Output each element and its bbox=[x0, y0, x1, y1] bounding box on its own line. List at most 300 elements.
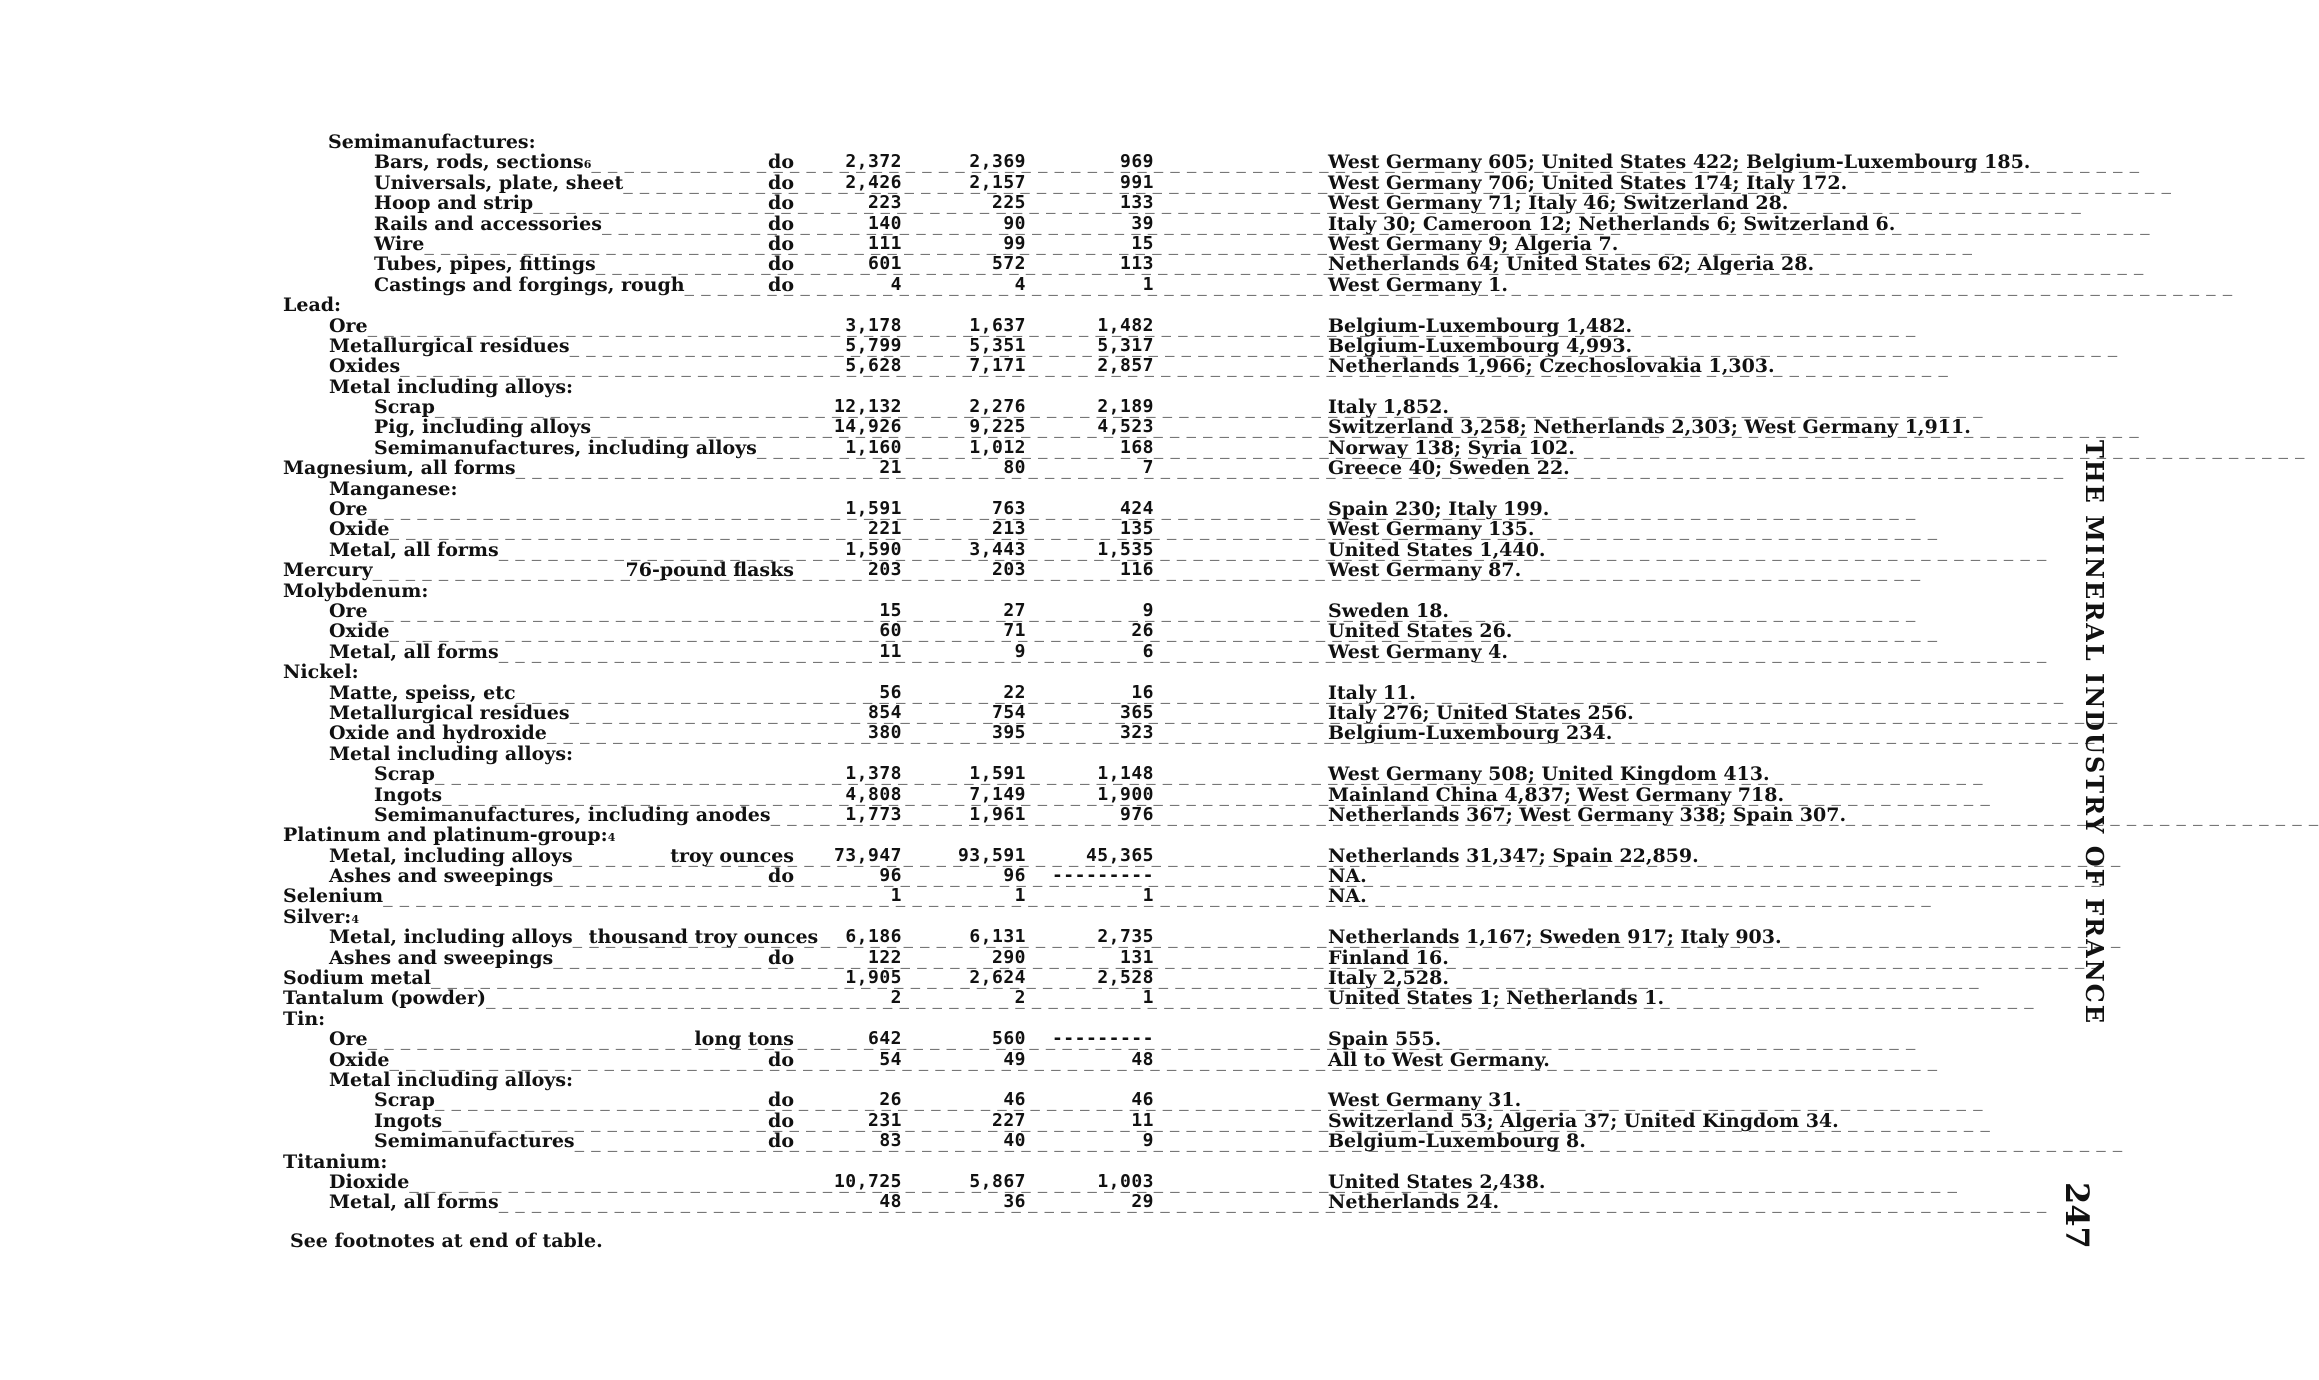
commodity-name: Bars, rods, sections bbox=[374, 151, 584, 174]
table-row bbox=[0, 683, 2050, 703]
value-col-1: 1,160 bbox=[845, 436, 902, 458]
dot-leader bbox=[553, 948, 766, 968]
table-row bbox=[0, 173, 2050, 193]
row-label bbox=[374, 785, 794, 805]
dot-leader bbox=[570, 336, 794, 356]
row-label bbox=[329, 683, 794, 703]
table-row bbox=[0, 642, 2050, 662]
principal-destinations: United States 2,438. bbox=[1328, 1170, 1546, 1193]
table-row bbox=[0, 316, 2050, 336]
value-col-3: 1 bbox=[1142, 987, 1154, 1009]
commodity-name: Tin: bbox=[283, 1007, 326, 1030]
value-col-1: 15 bbox=[879, 599, 902, 621]
table-row bbox=[0, 560, 2050, 580]
table-row bbox=[0, 764, 2050, 784]
dot-leader bbox=[435, 1090, 766, 1110]
value-col-1: 73,947 bbox=[833, 844, 902, 866]
row-label bbox=[374, 214, 794, 234]
table-row bbox=[0, 1070, 2050, 1090]
value-col-2: 2,157 bbox=[969, 171, 1026, 193]
table-row bbox=[0, 805, 2050, 825]
value-col-3: 131 bbox=[1119, 946, 1154, 968]
value-col-3: 26 bbox=[1131, 620, 1154, 642]
table-row bbox=[0, 479, 2050, 499]
value-col-3: 46 bbox=[1131, 1089, 1154, 1111]
table-row bbox=[0, 519, 2050, 539]
commodity-name: Castings and forgings, rough bbox=[374, 273, 685, 296]
unit-label: do bbox=[768, 1130, 794, 1153]
page-number: 247 bbox=[2058, 1182, 2096, 1249]
principal-destinations: NA. bbox=[1328, 865, 1367, 888]
principal-destinations: West Germany 4. bbox=[1328, 640, 1509, 663]
value-col-2: 2,276 bbox=[969, 396, 1026, 418]
row-label bbox=[329, 519, 794, 539]
value-col-3: 6 bbox=[1142, 640, 1154, 662]
row-label bbox=[329, 316, 794, 336]
value-col-2: 1 bbox=[1014, 885, 1026, 907]
value-col-3: 1 bbox=[1142, 885, 1154, 907]
value-col-1: 380 bbox=[867, 722, 902, 744]
commodity-name: Semimanufactures, including alloys bbox=[374, 436, 757, 459]
commodity-name: Selenium bbox=[283, 885, 384, 908]
value-col-1: 4,808 bbox=[845, 783, 902, 805]
value-col-2: 93,591 bbox=[957, 844, 1026, 866]
value-col-3: 9 bbox=[1142, 599, 1154, 621]
value-col-1: 2,372 bbox=[845, 151, 902, 173]
commodity-name: Ingots bbox=[374, 783, 443, 806]
value-col-2: 27 bbox=[1003, 599, 1026, 621]
commodity-name: Semimanufactures bbox=[374, 1130, 575, 1153]
value-col-2: 1,961 bbox=[969, 803, 1026, 825]
dot-leader bbox=[389, 1050, 766, 1070]
value-col-3: 1,003 bbox=[1097, 1170, 1154, 1192]
table-row bbox=[0, 1111, 2050, 1131]
commodity-name: Metal including alloys: bbox=[329, 742, 574, 765]
value-col-2: 225 bbox=[991, 192, 1026, 214]
principal-destinations: Netherlands 367; West Germany 338; Spain 307. bbox=[1328, 803, 1847, 826]
principal-destinations: Italy 30; Cameroon 12; Netherlands 6; Switzerland 6. bbox=[1328, 212, 1896, 235]
row-label bbox=[374, 234, 794, 254]
value-col-3: 45,365 bbox=[1085, 844, 1154, 866]
commodity-name: Titanium: bbox=[283, 1150, 388, 1173]
dot-leader bbox=[596, 254, 766, 274]
principal-destinations: West Germany 1. bbox=[1328, 273, 1509, 296]
row-label bbox=[374, 173, 794, 193]
value-col-2: 90 bbox=[1003, 212, 1026, 234]
table-row bbox=[0, 927, 2050, 947]
commodity-name: Universals, plate, sheet bbox=[374, 171, 624, 194]
row-label bbox=[329, 621, 794, 641]
row-label bbox=[283, 968, 794, 988]
table-row bbox=[0, 356, 2050, 376]
commodity-name: Ashes and sweepings bbox=[329, 865, 554, 888]
commodity-name: Metallurgical residues bbox=[329, 701, 570, 724]
row-label bbox=[283, 988, 794, 1008]
commodity-name: Metal, all forms bbox=[329, 640, 499, 663]
table-row bbox=[0, 275, 2050, 295]
value-col-2: 99 bbox=[1003, 232, 1026, 254]
footnote-marker: 4 bbox=[607, 831, 616, 845]
table-row bbox=[0, 621, 2050, 641]
commodity-name: Oxide bbox=[329, 1048, 390, 1071]
row-label bbox=[283, 458, 794, 478]
value-col-2: 395 bbox=[991, 722, 1026, 744]
row-label bbox=[329, 377, 573, 397]
commodity-name: Ore bbox=[329, 1028, 368, 1051]
dot-leader bbox=[431, 968, 794, 988]
table-row bbox=[0, 723, 2050, 743]
row-label bbox=[329, 1172, 794, 1192]
unit-label: thousand troy ounces bbox=[588, 926, 819, 949]
unit-label: 76-pound flasks bbox=[625, 559, 794, 582]
principal-destinations: West Germany 605; United States 422; Belgium-Luxembourg 185. bbox=[1328, 151, 2031, 174]
table-row bbox=[0, 846, 2050, 866]
value-col-2: 96 bbox=[1003, 865, 1026, 887]
row-label bbox=[374, 397, 794, 417]
row-label bbox=[329, 744, 573, 764]
row-label bbox=[329, 1029, 794, 1049]
unit-label: do bbox=[768, 1109, 794, 1132]
dot-leader bbox=[368, 1029, 693, 1049]
commodity-name: Metal including alloys: bbox=[329, 1068, 574, 1091]
dot-leader bbox=[602, 214, 766, 234]
value-col-1: 11 bbox=[879, 640, 902, 662]
dot-leader bbox=[383, 886, 794, 906]
row-label bbox=[283, 1009, 325, 1029]
row-label bbox=[329, 1050, 794, 1070]
commodity-name: Pig, including alloys bbox=[374, 416, 592, 439]
commodity-name: Platinum and platinum-group: bbox=[283, 824, 608, 847]
value-col-2: 2,624 bbox=[969, 967, 1026, 989]
table-row bbox=[0, 336, 2050, 356]
commodity-name: Magnesium, all forms bbox=[283, 457, 516, 480]
principal-destinations: West Germany 508; United Kingdom 413. bbox=[1328, 763, 1770, 786]
value-col-3: 133 bbox=[1119, 192, 1154, 214]
value-col-1: 203 bbox=[867, 559, 902, 581]
table-row bbox=[0, 1090, 2050, 1110]
dot-leader bbox=[442, 1111, 766, 1131]
row-label bbox=[329, 356, 794, 376]
principal-destinations: NA. bbox=[1328, 885, 1367, 908]
unit-label: do bbox=[768, 171, 794, 194]
footnote-marker: 4 bbox=[351, 912, 359, 926]
table-row bbox=[0, 988, 2050, 1008]
dot-leader bbox=[368, 316, 794, 336]
table-row bbox=[0, 377, 2050, 397]
commodity-table bbox=[0, 132, 2050, 1213]
value-col-2: 40 bbox=[1003, 1130, 1026, 1152]
commodity-name: Lead: bbox=[283, 294, 342, 317]
table-row bbox=[0, 152, 2050, 172]
value-col-1: 1,378 bbox=[845, 763, 902, 785]
value-col-1: 231 bbox=[867, 1109, 902, 1131]
value-col-1: 111 bbox=[867, 232, 902, 254]
dot-leader bbox=[591, 152, 766, 172]
table-row bbox=[0, 540, 2050, 560]
table-row bbox=[0, 132, 2050, 152]
row-label bbox=[283, 581, 428, 601]
value-col-3: 39 bbox=[1131, 212, 1154, 234]
row-label bbox=[329, 499, 794, 519]
value-col-2: 2,369 bbox=[969, 151, 1026, 173]
value-col-3: 323 bbox=[1119, 722, 1154, 744]
table-row bbox=[0, 785, 2050, 805]
dot-leader bbox=[575, 1131, 766, 1151]
table-row bbox=[0, 744, 2050, 764]
commodity-name: Sodium metal bbox=[283, 967, 431, 990]
principal-destinations: Switzerland 3,258; Netherlands 2,303; West Germany 1,911. bbox=[1328, 416, 1971, 439]
table-row bbox=[0, 1029, 2050, 1049]
row-label bbox=[329, 1192, 794, 1212]
value-col-1: 96 bbox=[879, 865, 902, 887]
value-col-3: 168 bbox=[1119, 436, 1154, 458]
value-col-3: --------- bbox=[1051, 865, 1154, 887]
principal-destinations: West Germany 135. bbox=[1328, 518, 1535, 541]
value-col-3: 1 bbox=[1142, 273, 1154, 295]
dot-leader bbox=[486, 988, 794, 1008]
value-col-1: 1,590 bbox=[845, 538, 902, 560]
table-row bbox=[0, 458, 2050, 478]
value-col-2: 46 bbox=[1003, 1089, 1026, 1111]
row-label bbox=[374, 275, 794, 295]
row-label bbox=[374, 438, 794, 458]
principal-destinations: Italy 11. bbox=[1328, 681, 1416, 704]
value-col-3: 29 bbox=[1131, 1191, 1154, 1213]
unit-label: do bbox=[768, 1089, 794, 1112]
table-row bbox=[0, 417, 2050, 437]
dot-leader bbox=[368, 499, 794, 519]
unit-label: do bbox=[768, 946, 794, 969]
value-col-3: 113 bbox=[1119, 253, 1154, 275]
value-col-2: 36 bbox=[1003, 1191, 1026, 1213]
dot-leader bbox=[499, 540, 794, 560]
dot-leader bbox=[389, 621, 794, 641]
value-col-3: 365 bbox=[1119, 701, 1154, 723]
value-col-2: 1,012 bbox=[969, 436, 1026, 458]
principal-destinations: West Germany 71; Italy 46; Switzerland 28. bbox=[1328, 192, 1789, 215]
dot-leader bbox=[591, 417, 794, 437]
value-col-3: 1,482 bbox=[1097, 314, 1154, 336]
principal-destinations: Netherlands 31,347; Spain 22,859. bbox=[1328, 844, 1699, 867]
value-col-3: 1,148 bbox=[1097, 763, 1154, 785]
row-label bbox=[374, 805, 794, 825]
unit-label: do bbox=[768, 865, 794, 888]
table-row bbox=[0, 1172, 2050, 1192]
dot-leader bbox=[389, 519, 794, 539]
value-col-1: 21 bbox=[879, 457, 902, 479]
value-col-3: 135 bbox=[1119, 518, 1154, 540]
principal-destinations: Greece 40; Sweden 22. bbox=[1328, 457, 1570, 480]
commodity-name: Tantalum (powder) bbox=[283, 987, 486, 1010]
value-col-1: 5,628 bbox=[845, 355, 902, 377]
dot-leader bbox=[573, 927, 587, 947]
value-col-2: 1,637 bbox=[969, 314, 1026, 336]
value-col-2: 9,225 bbox=[969, 416, 1026, 438]
value-col-2: 7,149 bbox=[969, 783, 1026, 805]
dot-leader bbox=[547, 723, 794, 743]
value-col-2: 49 bbox=[1003, 1048, 1026, 1070]
value-col-3: 1,900 bbox=[1097, 783, 1154, 805]
value-col-3: 5,317 bbox=[1097, 334, 1154, 356]
commodity-name: Scrap bbox=[374, 396, 435, 419]
row-label bbox=[329, 723, 794, 743]
value-col-1: 1,591 bbox=[845, 498, 902, 520]
value-col-2: 3,443 bbox=[969, 538, 1026, 560]
value-col-2: 572 bbox=[991, 253, 1026, 275]
commodity-name: Metal, including alloys bbox=[329, 844, 573, 867]
principal-destinations: West Germany 706; United States 174; Italy 172. bbox=[1328, 171, 1848, 194]
dot-leader bbox=[757, 438, 794, 458]
dot-leader bbox=[435, 397, 794, 417]
value-col-2: 80 bbox=[1003, 457, 1026, 479]
value-col-1: 56 bbox=[879, 681, 902, 703]
table-row bbox=[0, 907, 2050, 927]
value-col-3: 976 bbox=[1119, 803, 1154, 825]
principal-destinations: United States 1; Netherlands 1. bbox=[1328, 987, 1665, 1010]
principal-destinations: West Germany 9; Algeria 7. bbox=[1328, 232, 1619, 255]
unit-label: troy ounces bbox=[670, 844, 794, 867]
value-col-2: 754 bbox=[991, 701, 1026, 723]
value-col-3: 7 bbox=[1142, 457, 1154, 479]
value-col-3: 1,535 bbox=[1097, 538, 1154, 560]
unit-label: long tons bbox=[694, 1028, 794, 1051]
value-col-3: 11 bbox=[1131, 1109, 1154, 1131]
principal-destinations: Switzerland 53; Algeria 37; United Kingdom 34. bbox=[1328, 1109, 1839, 1132]
row-label bbox=[329, 1070, 573, 1090]
value-col-1: 601 bbox=[867, 253, 902, 275]
row-label bbox=[328, 132, 536, 152]
commodity-name: Metallurgical residues bbox=[329, 334, 570, 357]
row-label bbox=[329, 926, 819, 949]
dot-leader bbox=[533, 193, 766, 213]
unit-label: do bbox=[768, 232, 794, 255]
unit-label: do bbox=[768, 253, 794, 276]
row-label bbox=[329, 703, 794, 723]
commodity-name: Rails and accessories bbox=[374, 212, 602, 235]
commodity-name: Ore bbox=[329, 599, 368, 622]
dot-leader bbox=[409, 1172, 794, 1192]
dot-leader bbox=[499, 1192, 794, 1212]
row-label bbox=[329, 540, 794, 560]
commodity-name: Mercury bbox=[283, 559, 373, 582]
commodity-name: Metal including alloys: bbox=[329, 375, 574, 398]
value-col-2: 1,591 bbox=[969, 763, 1026, 785]
value-col-1: 223 bbox=[867, 192, 902, 214]
table-row bbox=[0, 214, 2050, 234]
dot-leader bbox=[623, 173, 766, 193]
table-row bbox=[0, 1152, 2050, 1172]
commodity-name: Ore bbox=[329, 498, 368, 521]
principal-destinations: Norway 138; Syria 102. bbox=[1328, 436, 1575, 459]
value-col-1: 12,132 bbox=[833, 396, 902, 418]
row-label bbox=[329, 479, 457, 499]
value-col-1: 642 bbox=[867, 1028, 902, 1050]
value-col-1: 10,725 bbox=[833, 1170, 902, 1192]
row-label bbox=[283, 560, 794, 580]
table-row bbox=[0, 948, 2050, 968]
principal-destinations: United States 26. bbox=[1328, 620, 1513, 643]
value-col-1: 6,186 bbox=[845, 926, 902, 948]
value-col-1: 5,799 bbox=[845, 334, 902, 356]
row-label bbox=[374, 1111, 794, 1131]
row-label bbox=[374, 417, 794, 437]
commodity-name: Ore bbox=[329, 314, 368, 337]
value-col-3: 15 bbox=[1131, 232, 1154, 254]
principal-destinations: Spain 230; Italy 199. bbox=[1328, 498, 1550, 521]
table-row bbox=[0, 397, 2050, 417]
value-col-1: 54 bbox=[879, 1048, 902, 1070]
principal-destinations: Netherlands 1,167; Sweden 917; Italy 903. bbox=[1328, 926, 1782, 949]
commodity-name: Metal, all forms bbox=[329, 538, 499, 561]
commodity-name: Oxides bbox=[329, 355, 401, 378]
value-col-2: 6,131 bbox=[969, 926, 1026, 948]
table-row bbox=[0, 234, 2050, 254]
value-col-3: 969 bbox=[1119, 151, 1154, 173]
value-col-2: 7,171 bbox=[969, 355, 1026, 377]
table-row bbox=[0, 703, 2050, 723]
value-col-2: 203 bbox=[991, 559, 1026, 581]
principal-destinations: United States 1,440. bbox=[1328, 538, 1546, 561]
commodity-name: Semimanufactures: bbox=[328, 131, 536, 153]
principal-destinations: Netherlands 24. bbox=[1328, 1191, 1500, 1214]
commodity-name: Dioxide bbox=[329, 1170, 410, 1193]
value-col-3: 2,528 bbox=[1097, 967, 1154, 989]
principal-destinations: Italy 2,528. bbox=[1328, 967, 1449, 990]
value-col-1: 3,178 bbox=[845, 314, 902, 336]
commodity-name: Silver: bbox=[283, 905, 352, 928]
dot-leader bbox=[553, 866, 766, 886]
table-row bbox=[0, 1192, 2050, 1212]
value-col-2: 5,867 bbox=[969, 1170, 1026, 1192]
row-label bbox=[283, 662, 359, 682]
value-col-1: 140 bbox=[867, 212, 902, 234]
table-row bbox=[0, 866, 2050, 886]
value-col-1: 48 bbox=[879, 1191, 902, 1213]
value-col-2: 71 bbox=[1003, 620, 1026, 642]
dot-leader bbox=[516, 458, 794, 478]
unit-label: do bbox=[768, 1048, 794, 1071]
dot-leader bbox=[442, 785, 794, 805]
value-col-1: 1,773 bbox=[845, 803, 902, 825]
principal-destinations: Mainland China 4,837; West Germany 718. bbox=[1328, 783, 1785, 806]
principal-destinations: West Germany 87. bbox=[1328, 559, 1522, 582]
value-col-2: 227 bbox=[991, 1109, 1026, 1131]
value-col-2: 5,351 bbox=[969, 334, 1026, 356]
table-row bbox=[0, 825, 2050, 845]
value-col-1: 1 bbox=[890, 885, 902, 907]
principal-destinations: Spain 555. bbox=[1328, 1028, 1442, 1051]
value-col-1: 60 bbox=[879, 620, 902, 642]
commodity-name: Metal, including alloys bbox=[329, 926, 573, 949]
table-row bbox=[0, 499, 2050, 519]
dot-leader bbox=[685, 275, 766, 295]
value-col-2: 560 bbox=[991, 1028, 1026, 1050]
row-label bbox=[374, 1131, 794, 1151]
table-row bbox=[0, 662, 2050, 682]
commodity-name: Nickel: bbox=[283, 661, 359, 684]
principal-destinations: Belgium-Luxembourg 234. bbox=[1328, 722, 1613, 745]
commodity-name: Ingots bbox=[374, 1109, 443, 1132]
commodity-name: Oxide bbox=[329, 620, 390, 643]
row-label bbox=[329, 642, 794, 662]
dot-leader bbox=[435, 764, 794, 784]
table-row bbox=[0, 254, 2050, 274]
principal-destinations: Finland 16. bbox=[1328, 946, 1449, 969]
value-col-3: 991 bbox=[1119, 171, 1154, 193]
commodity-name: Oxide and hydroxide bbox=[329, 722, 547, 745]
principal-destinations: West Germany 31. bbox=[1328, 1089, 1522, 1112]
value-col-1: 122 bbox=[867, 946, 902, 968]
